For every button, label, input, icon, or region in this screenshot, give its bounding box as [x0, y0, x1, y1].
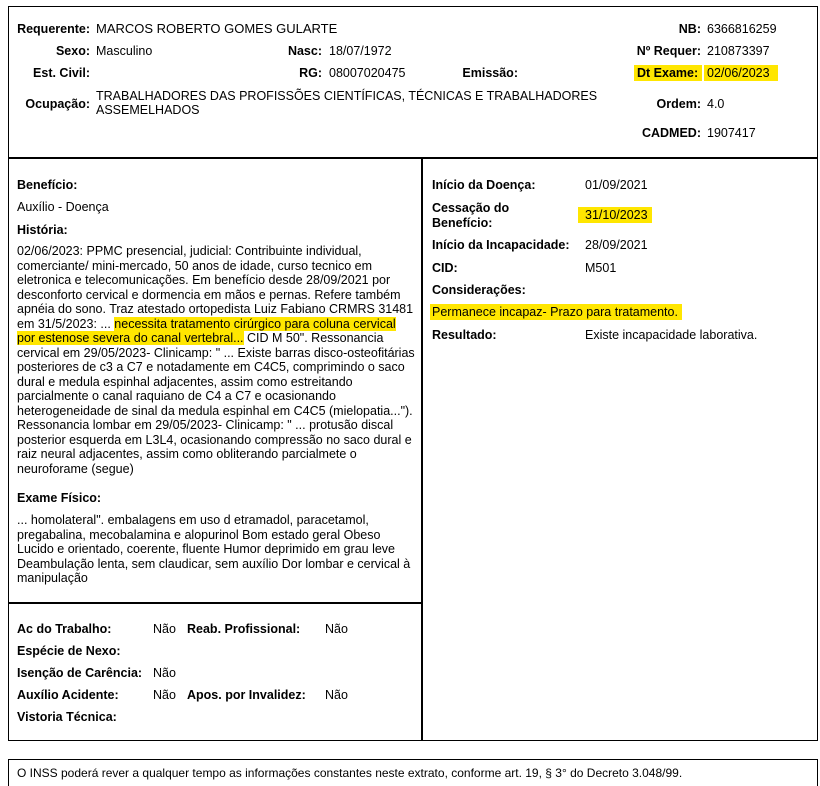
cadmed-value: 1907417 [707, 126, 756, 140]
cessacao-value: 31/10/2023 [578, 207, 652, 223]
cid-label: CID: [432, 261, 458, 275]
cessacao-label-2: Benefício: [432, 216, 493, 230]
historia-text: 02/06/2023: PPMC presencial, judicial: Contribuinte individual, comerciante/ mini-mercado, 50 anos de idade, curso tecnico em eletronica e telecomunicações. Em benefício desde 28/09/2021 por desconforto cervical e dormencia em mãos e pernas. Refere também apnéia do sono. Traz atestado ortopedista Luiz Fabiano CRMRS 31481 em 31/5/2023: ... necessita tratamento cirúrgico para coluna cervical por estenose severa do canal vertebral... CID M 50". Ressonancia cervical em 29/05/2023- Clinicamp: " ... Existe barras disco-osteofitárias posteriores de c3 a C7 e notadamente em C4C5, comprimindo o saco dural e medula espinhal adjacentes, assim como estreitando parcialmente o canal raquiano de C4 a C7 e ocasionando heterogeneidade de sinal da medula espinhal em C4C5 (mielopatia..."). Ressonancia lombar em 29/05/2023- Clinicamp: " ... protusão discal posterior esquerda em L3L4, ocasionando compressão no saco dural e raiz neural adjacentes, assim como obliterando parcialmete o neuroforame (segue) [17, 244, 415, 476]
inicio-incap-label: Início da Incapacidade: [432, 238, 570, 252]
ocupacao-value: TRABALHADORES DAS PROFISSÕES CIENTÍFICAS, TÉCNICAS E TRABALHADORES ASSEMELHADOS [96, 89, 598, 117]
resultado-value: Existe incapacidade laborativa. [585, 328, 758, 342]
isencao-label: Isenção de Carência: [17, 666, 143, 680]
beneficio-label: Benefício: [17, 178, 78, 192]
ordem-value: 4.0 [707, 97, 725, 111]
rg-value: 08007020475 [329, 66, 406, 80]
historia-highlight: necessita tratamento cirúrgico para coluna cervical por estenose severa do canal vertebral... [17, 316, 396, 345]
aux-acidente-label: Auxílio Acidente: [17, 688, 119, 702]
beneficio-value: Auxílio - Doença [17, 200, 109, 214]
aux-acidente-value: Não [153, 688, 176, 702]
vistoria-label: Vistoria Técnica: [17, 710, 117, 724]
consideracoes-value: Permanece incapaz- Prazo para tratamento. [430, 304, 682, 320]
cid-value: M501 [585, 261, 617, 275]
ac-trabalho-label: Ac do Trabalho: [17, 622, 112, 636]
cadmed-label: CADMED: [641, 126, 701, 140]
rg-label: RG: [299, 66, 322, 80]
nasc-label: Nasc: [287, 44, 322, 58]
bottom-left-divider [8, 602, 422, 604]
estcivil-label: Est. Civil: [33, 66, 90, 80]
nb-label: NB: [678, 22, 701, 36]
apos-invalidez-value: Não [325, 688, 348, 702]
inicio-incap-value: 28/09/2021 [585, 238, 648, 252]
ac-trabalho-value: Não [153, 622, 176, 636]
nasc-value: 18/07/1972 [329, 44, 392, 58]
emissao-label: Emissão: [462, 66, 518, 80]
column-divider [421, 157, 423, 741]
requerente-value: MARCOS ROBERTO GOMES GULARTE [96, 21, 338, 36]
reab-value: Não [325, 622, 348, 636]
isencao-value: Não [153, 666, 176, 680]
requerente-label: Requerente: [17, 22, 90, 36]
ocupacao-label: Ocupação: [25, 97, 90, 111]
dtexame-value: 02/06/2023 [704, 65, 778, 81]
sexo-label: Sexo: [55, 44, 90, 58]
exame-text: ... homolateral". embalagens em uso d etramadol, paracetamol, pregabalina, mecobalamina e alopurinol Bom estado geral Obeso Lucido e orientado, coerente, fluente Humor deprimido em grau leve Deambulação lenta, sem claudicar, sem auxílio Dor lombar e cervical à manipulação [17, 513, 411, 585]
nb-value: 6366816259 [707, 22, 777, 36]
apos-invalidez-label: Apos. por Invalidez: [187, 688, 306, 702]
inicio-doenca-label: Início da Doença: [432, 178, 536, 192]
cessacao-label-1: Cessação do [432, 201, 510, 215]
historia-label: História: [17, 223, 68, 237]
exame-label: Exame Físico: [17, 491, 102, 505]
footer-note: O INSS poderá rever a qualquer tempo as informações constantes neste extrato, conforme art. 19, § 3° do Decreto 3.048/99. [17, 766, 683, 780]
ordem-label: Ordem: [656, 97, 701, 111]
resultado-label: Resultado: [432, 328, 497, 342]
reab-label: Reab. Profissional: [187, 622, 301, 636]
dtexame-label: Dt Exame: [634, 65, 702, 81]
inicio-doenca-value: 01/09/2021 [585, 178, 648, 192]
nreq-value: 210873397 [707, 44, 770, 58]
especie-nexo-label: Espécie de Nexo: [17, 644, 121, 658]
header-divider [8, 157, 818, 159]
consideracoes-label: Considerações: [432, 283, 526, 297]
sexo-value: Masculino [96, 44, 153, 58]
nreq-label: Nº Requer: [636, 44, 701, 58]
